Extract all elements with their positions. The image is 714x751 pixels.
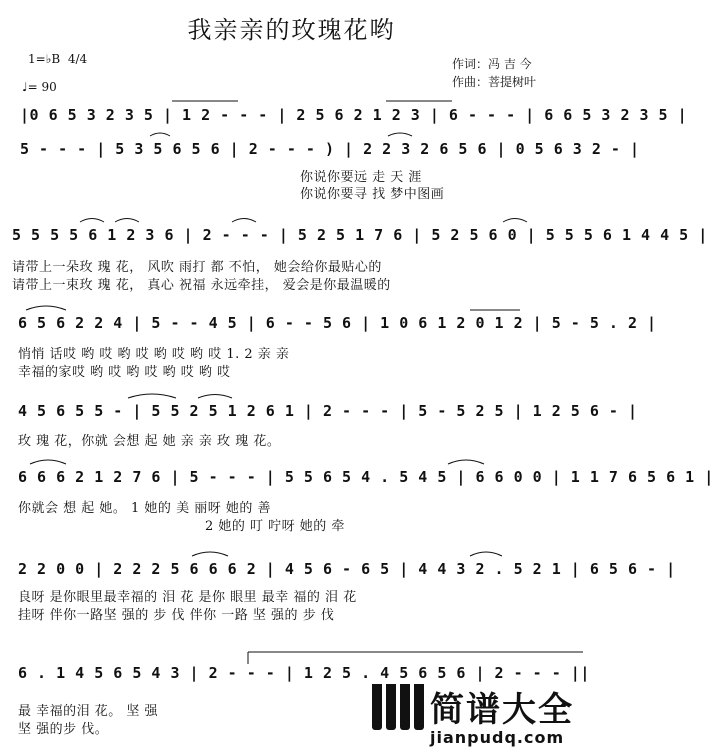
slur xyxy=(448,460,484,464)
notation-row-1: |0 6 5 3 2 3 5 | 1 2 - - - | 2 5 6 2 1 2 3 | 6 - - - | 6 6 5 3 2 3 5 | xyxy=(20,106,688,124)
watermark-url: jianpudq.com xyxy=(430,728,565,747)
lyric-row-6-verse-1: 你就会 想 起 她。 1 她的 美 丽呀 她的 善 xyxy=(18,501,271,516)
lyric-row-3-verse-1: 请带上一朵玫 瑰 花， 风吹 雨打 都 不怕， 她会给你最贴心的 xyxy=(12,260,382,275)
slur xyxy=(503,219,527,223)
notation-row-4: 6 5 6 2 2 4 | 5 - - 4 5 | 6 - - 5 6 | 1 0 6 1 2 0 1 2 | 5 - 5 . 2 | xyxy=(18,314,657,332)
slur xyxy=(80,219,104,223)
slur xyxy=(470,552,502,556)
lyricist-credit: 作词：冯 吉 今 xyxy=(452,57,532,71)
slur xyxy=(192,552,228,556)
tempo-label: ♩= 90 xyxy=(22,80,57,94)
watermark-logo xyxy=(368,680,583,751)
notation-row-2: 5 - - - | 5 3 5 6 5 6 | 2 - - - ) | 2 2 3 2 6 5 6 | 0 5 6 3 2 - | xyxy=(20,140,640,158)
notation-row-8: 6 . 1 4 5 6 5 4 3 | 2 - - - | 1 2 5 . 4 5 6 5 6 | 2 - - - || xyxy=(18,664,590,682)
lyric-row-5: 玫 瑰 花，你就 会想 起 她 亲 亲 玫 瑰 花。 xyxy=(18,434,281,449)
composer-credit: 作曲：菩提树叶 xyxy=(452,75,537,89)
notation-row-5: 4 5 6 5 5 - | 5 5 2 5 1 2 6 1 | 2 - - - | 5 - 5 2 5 | 1 2 5 6 - | xyxy=(18,402,638,420)
slur xyxy=(150,133,170,136)
lyric-row-6-verse-2: 2 她的 叮 咛呀 她的 牵 xyxy=(205,519,345,534)
key-label: 1=♭B xyxy=(28,52,61,66)
meter-label: 4/4 xyxy=(67,52,88,66)
slur xyxy=(198,395,232,399)
lyric-row-3-verse-2: 请带上一束玫 瑰 花， 真心 祝福 永远牵挂， 爱会是你最温暖的 xyxy=(12,278,391,293)
lyric-row-7-verse-2: 挂呀 伴你一路坚 强的 步 伐 伴你 一路 坚 强的 步 伐 xyxy=(18,608,335,623)
notation-row-3: 5 5 5 5 6 1 2 3 6 | 2 - - - | 5 2 5 1 7 6 | 5 2 5 6 0 | 5 5 5 6 1 4 4 5 | xyxy=(12,226,708,244)
notation-row-7: 2 2 0 0 | 2 2 2 5 6 6 6 2 | 4 5 6 - 6 5 | 4 4 3 2 . 5 2 1 | 6 5 6 - | xyxy=(18,560,676,578)
slur xyxy=(128,394,176,398)
watermark-text: 简谱大全 xyxy=(430,690,574,730)
lyric-row-2-verse-1: 你说你要远 走 天 涯 xyxy=(300,170,422,185)
slur xyxy=(115,219,139,223)
slur xyxy=(232,219,256,223)
piano-keys-icon xyxy=(372,684,424,730)
key-signature xyxy=(28,52,87,66)
lyric-row-8-verse-2: 坚 强的步 伐。 xyxy=(18,722,109,737)
slur xyxy=(30,460,66,464)
lyric-row-4-verse-2: 幸福的家哎 哟 哎 哟 哎 哟 哎 哟 哎 xyxy=(18,365,231,380)
lyric-row-2-verse-2: 你说你要寻 找 梦中图画 xyxy=(300,187,445,202)
slur xyxy=(26,306,66,310)
lyric-row-7-verse-1: 良呀 是你眼里最幸福的 泪 花 是你 眼里 最幸 福的 泪 花 xyxy=(18,590,357,605)
song-title: 我亲亲的玫瑰花哟 xyxy=(187,16,396,44)
lyric-row-8-verse-1: 最 幸福的泪 花。 坚 强 xyxy=(18,704,159,719)
notation-row-6: 6 6 6 2 1 2 7 6 | 5 - - - | 5 5 6 5 4 . 5 4 5 | 6 6 0 0 | 1 1 7 6 5 6 1 | xyxy=(18,468,714,486)
slur xyxy=(388,133,412,136)
lyric-row-4-verse-1: 悄悄 话哎 哟 哎 哟 哎 哟 哎 哟 哎 1. 2 亲 亲 xyxy=(18,347,290,362)
